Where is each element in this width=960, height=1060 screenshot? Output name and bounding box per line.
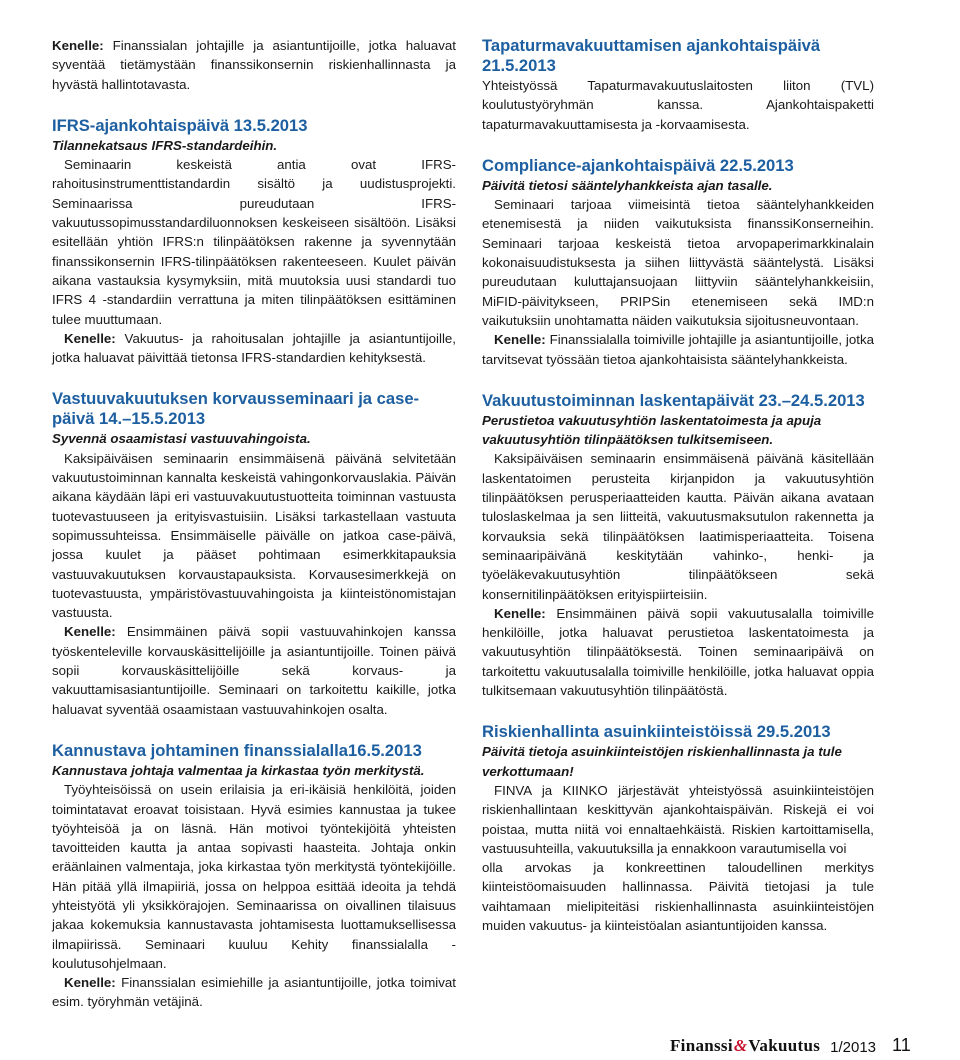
section-heading: Kannustava johtaminen finanssialalla16.5.2013 [52, 740, 422, 760]
audience-text: Finanssialan esimiehille ja asiantuntijoille, jotka toimivat esim. työryhmän vetäjinä. [52, 975, 456, 1010]
issue-number: 1/2013 [830, 1039, 877, 1056]
audience-text: Finanssialalla toimiville johtajille ja asiantuntijoille, jotka tarvitsevat työssään tietoa ajankohtaisista sääntelyhankkeista. [482, 332, 874, 367]
audience-text: Ensimmäinen päivä sopii vakuutusalalla toimiville henkilöille, jotka haluavat perustietoa laskentatoimesta ja vakuutusyhtiön tilinpäätöksestä. Toinen seminaaripäivä on tarkoitettu vakuutusalalla toimiville henkilöille, jotka haluavat oppia tulkitsemaan vakuutusyhtiön tilinpäätöstä. [482, 605, 874, 699]
section-audience [52, 622, 456, 718]
section-heading: Compliance-ajankohtaispäivä 22.5.2013 [482, 155, 794, 175]
section-subheading: Perustietoa vakuutusyhtiön laskentatoimesta ja apuja vakuutusyhtiön tilinpäätöksen tulkitsemiseen. [482, 412, 822, 448]
section-subheading: Päivitä tietoja asuinkiinteistöjen riskienhallinnasta ja tule verkottumaan! [482, 744, 842, 779]
section-heading: Vastuuvakuutuksen korvausseminaari ja case-päivä 14.–15.5.2013 [52, 389, 420, 429]
section-body-continued: olla arvokas ja konkreettinen taloudellinen merkitys kiinteistöomaisuuden hallinnassa. Päivitä tietojasi ja tule vaihtamaan mielipiteitäsi riskienhallinnasta asuinkiinteistöjen muiden vakuutus- ja kiinteistöalan asiantuntijoiden kanssa. [482, 860, 874, 933]
section-body: Seminaari tarjoaa viimeisintä tietoa sääntelyhankkeiden etenemisestä ja niiden vaikutuksista finanssiKonserneihin. Seminaari tarjoaa keskeistä tietoa arvopaperimarkkinalain kokonaisuudistuksesta ja siihen liittyvästä sääntelystä. Lisäksi pureudutaan kuluttajansuojaan liittyviin sääntelyhankkeisiin, MiFID-päivitykseen, PRIPSin etenemiseen sekä IMD:n vaikutuksiin unohtamatta näiden vaikutuksia sijoitusneuvontaan. [482, 197, 874, 328]
section-body: FINVA ja KIINKO järjestävät yhteistyössä asuinkiinteistöjen riskienhallintaan keskittyvän ajankohtaispäivän. Riskejä ei voi poistaa, mutta niitä voi ennaltaehkäistä. Riskien kartoittamisella, vastuusuhteilla, vakuutuksilla ja ennakkoon varautumisella voi [482, 782, 874, 856]
section-body: Seminaarin keskeistä antia ovat IFRS-rahoitusinstrumenttistandardin sisältö ja uudistusprojekti. Seminaarissa pureudutaan IFRS-vakuutussopimusstandardiluonnoksen keskeiseen sisältöön. Lisäksi esitellään yhtiön IFRS:n tilinpäätöksen rakenne ja syvennytään finanssikonsernin IFRS-tilinpäätöksen rakenteeseen. Kuulet päivän aikana vastauksia kysymyksiin, mitä muutoksia uusi standardi tuo IFRS 4 -standardiin verrattuna ja miten tilinpäätöksen esittäminen tulee muuttumaan. [52, 157, 456, 327]
section-audience [52, 329, 456, 368]
kenelle-label: Kenelle: [494, 605, 546, 621]
ifrs-section [52, 116, 456, 368]
logo-word-finanssi: Finanssi [670, 1036, 733, 1055]
intro-section [52, 36, 456, 94]
section-body: Yhteistyössä Tapaturmavakuutuslaitosten liiton (TVL) koulutustyöryhmän kanssa. Ajankohtaispaketti tapaturmavakuuttamisesta ja -korvaamisesta. [482, 78, 874, 132]
tapaturma-section [482, 36, 874, 134]
vastuuvakuutus-section [52, 389, 456, 718]
section-subheading: Kannustava johtaja valmentaa ja kirkastaa työn merkitystä. [52, 762, 425, 778]
magazine-logo [670, 1036, 820, 1056]
section-body: Kaksipäiväisen seminaarin ensimmäisenä päivänä selvitetään vakuutustoiminnan kannalta keskeistä vahingonkorvauslakia. Päivän aikana käydään läpi eri vastuuvakuutustuotteita toiminnan vastuusta tuotevastuuseen ja erityisvastuisiin. Lisäksi tarkastellaan vastuuta sopimussuhteissa. Ensimmäiselle päivälle on jatkoa case-päivä, jossa kuulet ja pääset pohtimaan esimerkkitapauksia vastuuvakuutuksen korvaustapauksista. Korvausesimerkkejä on tuotevastuusta, ympäristövastuuvahingoista ja kiinteistönomistajan vastuusta. [52, 450, 456, 621]
audience-text: Ensimmäinen päivä sopii vastuuvahinkojen kanssa työskenteleville korvauskäsittelijöille ja asiantuntijoille. Toinen päivä sopii korvauskäsittelijöille sekä korvaus- ja vakuuttamisasiantuntijoille. Seminaari on tarkoitettu kaikille, jotka haluavat syventää osaamistaan vastuuvahinkojen osalta. [52, 624, 456, 717]
compliance-section [482, 156, 874, 369]
page-footer [670, 1030, 950, 1056]
kenelle-label: Kenelle: [52, 38, 104, 53]
johtaminen-section [52, 741, 456, 1012]
kenelle-label: Kenelle: [64, 975, 116, 991]
page-number: 11 [892, 1035, 911, 1055]
right-column [482, 36, 874, 935]
riskienhallinta-section [482, 722, 874, 935]
kenelle-label: Kenelle: [64, 624, 116, 640]
left-column [52, 36, 456, 1012]
section-body: Kaksipäiväisen seminaarin ensimmäisenä päivänä käsitellään laskentatoimen perusteita kirjanpidon ja vakuutusyhtiön tilinpäätöksen perusperiaatteiden kautta. Päivän aikana avataan tuloslaskelmaa ja sen liitteitä, vakuutusmaksutulon rakennetta ja korvauksia sekä tilinpäätöksen laatimisperiaatteita. Toisena seminaaripäivänä keskitytään vahinko-, henki- ja työeläkevakuutusyhtiön tilinpäätökseen sekä konsernitilinpäätöksen erityispiirteisiin. [482, 451, 874, 602]
kenelle-label: Kenelle: [64, 330, 116, 346]
section-subheading: Syvennä osaamistasi vastuuvahingoista. [52, 431, 311, 447]
kenelle-label: Kenelle: [494, 332, 546, 348]
section-subheading: Tilannekatsaus IFRS-standardeihin. [52, 137, 278, 153]
section-heading: Tapaturmavakuuttamisen ajankohtaispäivä 21.5.2013 [482, 36, 821, 75]
section-audience [482, 604, 874, 700]
section-audience [482, 330, 874, 369]
audience-text: Vakuutus- ja rahoitusalan johtajille ja asiantuntijoille, jotka haluavat päivittää tietonsa IFRS-standardien kehityksestä. [52, 330, 456, 366]
section-heading: Riskienhallinta asuinkiinteistöissä 29.5.2013 [482, 722, 831, 742]
intro-text: Finanssialan johtajille ja asiantuntijoille, jotka haluavat syventää tietämystään finanssikonsernin riskienhallinnasta ja hyvästä hallintotavasta. [52, 38, 456, 92]
intro-paragraph [52, 36, 456, 94]
logo-ampersand: & [733, 1036, 748, 1055]
logo-word-vakuutus: Vakuutus [748, 1036, 821, 1055]
section-heading: Vakuutustoiminnan laskentapäivät 23.–24.5.2013 [482, 390, 865, 410]
section-heading: IFRS-ajankohtaispäivä 13.5.2013 [52, 115, 308, 135]
laskenta-section [482, 391, 874, 700]
section-subheading: Päivitä tietosi sääntelyhankkeista ajan tasalle. [482, 177, 773, 193]
section-audience [52, 973, 456, 1012]
section-body: Työyhteisöissä on usein erilaisia ja eri-ikäisiä henkilöitä, joiden toimintatavat eroavat toisistaan. Hyvä esimies kannustaa ja tukee työyhteisöä ja on läsnä. Hän motivoi työntekijöitä yhteisten tavoitteiden kautta ja antaa sopivasti haasteita. Johtaja onkin eräänlainen valmentaja, joka kirkastaa työn merkitystä työntekijöille. Hän pitää yllä ilmapiiriä, jossa on helppoa esittää ideoita ja tehdä yhteistyötä yli yksikkörajojen. Seminaarissa on oivallinen tilaisuus jakaa kokemuksia kannustavasta johtamisesta luottamuksellisessa ilmapiirissä. Seminaari kuuluu Kehity finanssialalla -koulutusohjelmaan. [52, 782, 456, 971]
